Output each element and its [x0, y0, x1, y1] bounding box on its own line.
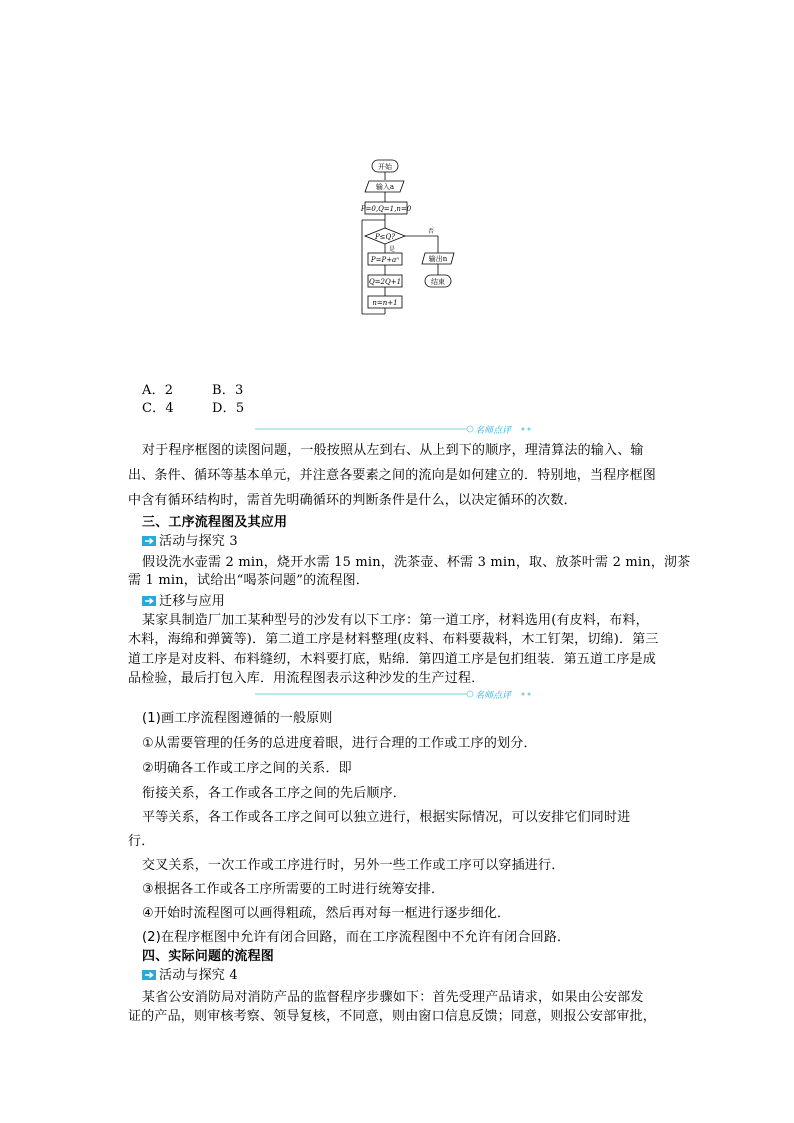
principle-2c: 交叉关系，一次工作或工序进行时，另外一些工作或工序可以穿插进行．: [142, 858, 565, 873]
principle-2b-line-1: 平等关系，各工作或各工序之间可以独立进行，根据实际情况，可以安排它们同时进: [142, 810, 631, 825]
flowchart-input-text: 输入a: [375, 183, 395, 191]
flowchart-init-text: P=0,Q=1,n=0: [360, 205, 412, 213]
arrow-right-icon: [142, 536, 156, 546]
flowchart-condition-text: P≤Q?: [374, 233, 396, 241]
arrow-right-icon: [142, 970, 156, 980]
principle-2: ②明确各工作或工序之间的关系．即: [142, 761, 352, 776]
transfer-heading: [142, 592, 225, 612]
activity3-heading: [142, 532, 238, 552]
summary-line-3: 中含有循环结构时，需首先明确循环的判断条件是什么，以决定循环的次数．: [128, 493, 577, 508]
flowchart-figure: [360, 158, 470, 320]
principle-4: ④开始时流程图可以画得粗疏，然后再对每一框进行逐步细化．: [142, 906, 511, 921]
option-b: B．3: [212, 383, 244, 398]
flowchart-yes-label: 是: [389, 246, 396, 253]
divider-line-2: [255, 686, 555, 702]
principle-1: ①从需要管理的任务的总进度着眼，进行合理的工作或工序的划分．: [142, 736, 537, 751]
transfer-line-1: 某家具制造厂加工某种型号的沙发有以下工序：第一道工序，材料选用(有皮料，布料，: [142, 613, 649, 628]
flowchart-no-label: 否: [428, 228, 435, 235]
arrow-right-icon: [142, 596, 156, 606]
flowchart-output-text: 输出n: [428, 255, 448, 263]
activity4-line-1: 某省公安消防局对消防产品的监督程序步骤如下：首先受理产品请求，如果由公安部发: [142, 990, 644, 1005]
principle-2b-line-2: 行．: [128, 834, 155, 849]
activity4-line-2: 证的产品，则审核考察、领导复核，不同意，则由窗口信息反馈；同意，则报公安部审批，: [128, 1009, 657, 1024]
summary-line-1: 对于程序框图的读图问题，一般按照从左到右、从上到下的顺序，理清算法的输入、输: [142, 443, 644, 458]
activity3-line-2: 需 1 min，试给出“喝茶问题”的流程图．: [128, 573, 370, 588]
principle-5: (2)在程序框图中允许有闭合回路，而在工序流程图中不允许有闭合回路．: [142, 930, 571, 945]
divider-label-2: 名师点评: [475, 691, 512, 701]
activity4-heading: [142, 966, 238, 986]
divider-line-1: [255, 421, 555, 437]
option-d: D．5: [212, 401, 245, 416]
transfer-line-2: 木料，海绵和弹簧等)．第二道工序是材料整理(皮料、布料要裁料，木工钉架，切绵)．第三: [128, 632, 659, 647]
principles-title: (1)画工序流程图遵循的一般原则: [142, 711, 333, 726]
activity3-label: 活动与探究 3: [159, 534, 238, 549]
principle-3: ③根据各工作或各工序所需要的工时进行统筹安排．: [142, 882, 445, 897]
principle-2a: 衔接关系，各工作或各工序之间的先后顺序．: [142, 786, 407, 801]
activity4-label: 活动与探究 4: [159, 968, 238, 983]
divider-label-1: 名师点评: [475, 426, 512, 436]
transfer-line-4: 品检验，最后打包入库．用流程图表示这种沙发的生产过程．: [128, 671, 485, 686]
section3-title: 三、工序流程图及其应用: [142, 515, 288, 530]
flowchart-assign-p-text: P=P+aⁿ: [370, 256, 400, 264]
flowchart-start-text: 开始: [378, 163, 392, 171]
option-a: A．2: [142, 383, 174, 398]
flowchart-end-text: 结束: [431, 278, 445, 286]
transfer-line-3: 道工序是对皮料、布料缝纫，木料要打底，贴绵．第四道工序是包扪组装．第五道工序是成: [128, 652, 657, 667]
summary-line-2: 出、条件、循环等基本单元，并注意各要素之间的流向是如何建立的．特别地，当程序框图: [128, 468, 657, 483]
transfer-label: 迁移与应用: [159, 594, 226, 609]
flowchart-assign-q-text: Q=2Q+1: [368, 278, 402, 286]
option-c: C．4: [142, 401, 174, 416]
flowchart-increment-text: n=n+1: [372, 299, 398, 307]
section4-title: 四、实际问题的流程图: [142, 949, 275, 964]
activity3-line-1: 假设洗水壶需 2 min，烧开水需 15 min，洗茶壶、杯需 3 min，取、放茶叶需 2 min，沏茶: [142, 555, 691, 570]
